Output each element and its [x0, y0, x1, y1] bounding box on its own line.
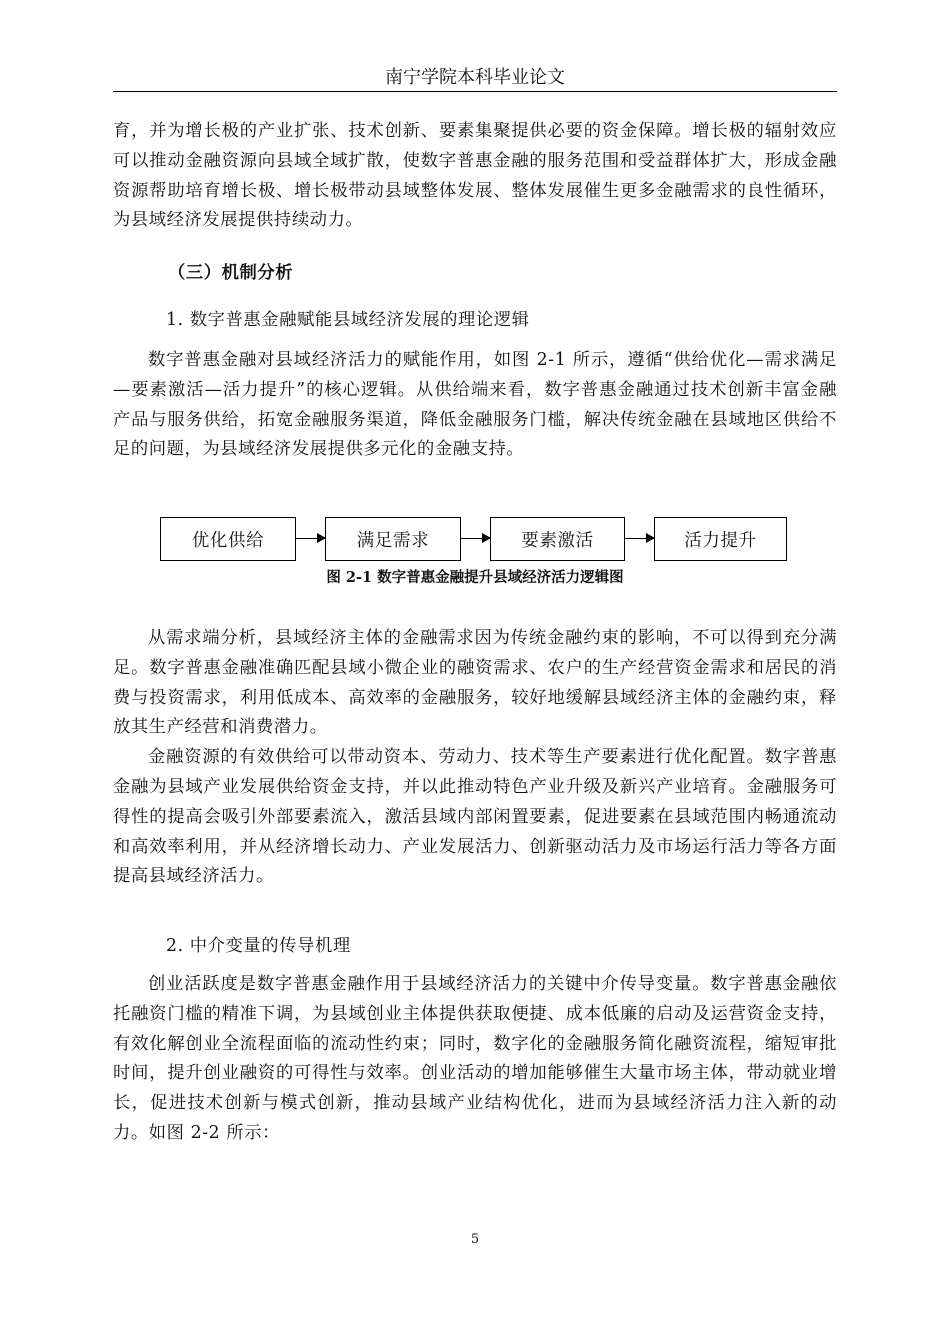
paragraph-text: 育，并为增长极的产业扩张、技术创新、要素集聚提供必要的资金保障。增长极的辐射效应可以推动金融资源向县域全域扩散，使数字普惠金融的服务范围和受益群体扩大，形成金融资源帮助培育增长极、增长极带动县域整体发展、整体发展催生更多金融需求的良性循环，为县域经济发展提供持续动力。	[113, 121, 837, 231]
flow-box-vitality: 活力提升	[654, 517, 787, 561]
arrow-icon	[625, 538, 654, 539]
paragraph-growth-pole	[113, 117, 837, 236]
running-header: 南宁学院本科毕业论文	[385, 67, 565, 88]
paragraph-text: 金融资源的有效供给可以带动资本、劳动力、技术等生产要素进行优化配置。数字普惠金融为县域产业发展供给资金支持，并以此推动特色产业升级及新兴产业培育。金融服务可得性的提高会吸引外部要素流入，激活县域内部闲置要素，促进要素在县域范围内畅通流动和高效率利用，并从经济增长动力、产业发展活力、创新驱动活力及市场运行活力等各方面提高县域经济活力。	[113, 747, 837, 887]
paragraph-demand-side	[113, 624, 837, 892]
flow-box-supply: 优化供给	[160, 517, 296, 561]
arrow-icon	[461, 538, 490, 539]
paragraph-text: 数字普惠金融对县域经济活力的赋能作用，如图 2-1 所示，遵循“供给优化—需求满足—要素激活—活力提升”的核心逻辑。从供给端来看，数字普惠金融通过技术创新丰富金融产品与服务供给，拓宽金融服务渠道，降低金融服务门槛，解决传统金融在县域地区供给不足的问题，为县域经济发展提供多元化的金融支持。	[113, 350, 837, 460]
section-heading-mechanism: （三）机制分析	[168, 263, 294, 283]
subsection-heading-mediator: 2. 中介变量的传导机理	[166, 936, 351, 956]
page-number: 5	[470, 1232, 480, 1247]
logic-flow-diagram	[160, 517, 788, 565]
paragraph-text: 从需求端分析，县域经济主体的金融需求因为传统金融约束的影响，不可以得到充分满足。数字普惠金融准确匹配县域小微企业的融资需求、农户的生产经营资金需求和居民的消费与投资需求，利用低成本、高效率的金融服务，较好地缓解县域经济主体的金融约束，释放其生产经营和消费潜力。	[113, 628, 837, 738]
paragraph-entrepreneurship	[113, 970, 837, 1149]
paragraph-supply-side	[113, 346, 837, 465]
figure-caption: 图 2-1 数字普惠金融提升县域经济活力逻辑图	[326, 569, 624, 586]
flow-box-factors: 要素激活	[490, 517, 625, 561]
flow-box-demand: 满足需求	[325, 517, 461, 561]
arrow-icon	[296, 538, 325, 539]
subsection-heading-theory: 1. 数字普惠金融赋能县域经济发展的理论逻辑	[166, 310, 530, 330]
paragraph-text: 创业活跃度是数字普惠金融作用于县域经济活力的关键中介传导变量。数字普惠金融依托融资门槛的精准下调，为县域创业主体提供获取便捷、成本低廉的启动及运营资金支持，有效化解创业全流程面临的流动性约束；同时，数字化的金融服务简化融资流程，缩短审批时间，提升创业融资的可得性与效率。创业活动的增加能够催生大量市场主体，带动就业增长，促进技术创新与模式创新，推动县域产业结构优化，进而为县域经济活力注入新的动力。如图 2-2 所示：	[113, 974, 837, 1143]
header-rule	[113, 91, 837, 92]
